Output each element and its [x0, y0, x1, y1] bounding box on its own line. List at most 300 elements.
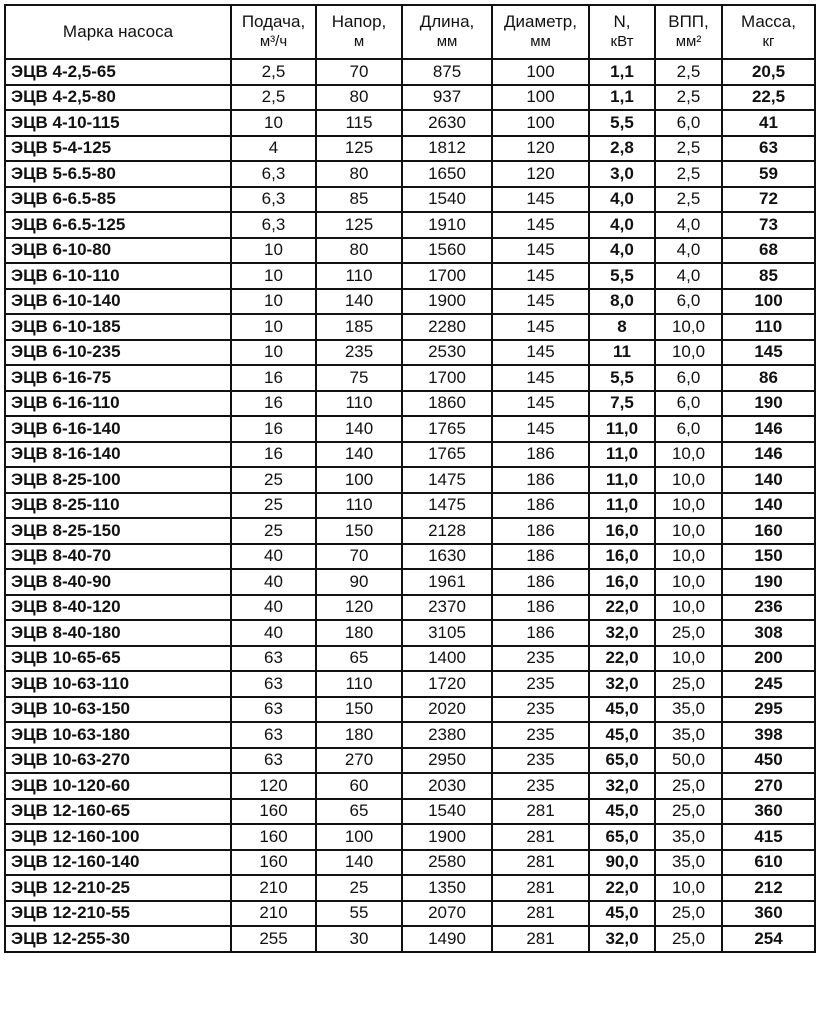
cell-flow: 40	[231, 544, 316, 570]
table-row	[5, 289, 815, 315]
table-row	[5, 187, 815, 213]
cell-diameter: 186	[492, 493, 589, 519]
cell-head: 70	[316, 59, 402, 85]
cell-power: 11,0	[589, 493, 655, 519]
cell-model: ЭЦВ 8-16-140	[5, 442, 231, 468]
cell-vpp: 2,5	[655, 161, 722, 187]
cell-power: 65,0	[589, 824, 655, 850]
cell-mass: 190	[722, 391, 815, 417]
cell-diameter: 235	[492, 697, 589, 723]
cell-model: ЭЦВ 6-10-110	[5, 263, 231, 289]
cell-head: 85	[316, 187, 402, 213]
cell-length: 1475	[402, 493, 492, 519]
cell-diameter: 145	[492, 263, 589, 289]
cell-diameter: 186	[492, 442, 589, 468]
cell-model: ЭЦВ 6-6.5-85	[5, 187, 231, 213]
cell-vpp: 10,0	[655, 569, 722, 595]
cell-length: 1765	[402, 442, 492, 468]
cell-model: ЭЦВ 8-25-100	[5, 467, 231, 493]
cell-flow: 40	[231, 595, 316, 621]
cell-model: ЭЦВ 4-2,5-80	[5, 85, 231, 111]
cell-diameter: 235	[492, 773, 589, 799]
cell-diameter: 145	[492, 314, 589, 340]
cell-length: 2530	[402, 340, 492, 366]
cell-mass: 160	[722, 518, 815, 544]
cell-model: ЭЦВ 10-65-65	[5, 646, 231, 672]
cell-vpp: 25,0	[655, 671, 722, 697]
cell-length: 3105	[402, 620, 492, 646]
cell-vpp: 6,0	[655, 391, 722, 417]
cell-mass: 212	[722, 875, 815, 901]
cell-model: ЭЦВ 10-63-110	[5, 671, 231, 697]
cell-head: 55	[316, 901, 402, 927]
cell-diameter: 100	[492, 59, 589, 85]
cell-diameter: 281	[492, 926, 589, 952]
header-diameter: Диаметр, мм	[492, 5, 589, 59]
header-row	[5, 5, 815, 59]
cell-mass: 450	[722, 748, 815, 774]
cell-length: 1490	[402, 926, 492, 952]
cell-head: 80	[316, 161, 402, 187]
cell-head: 65	[316, 646, 402, 672]
cell-length: 2280	[402, 314, 492, 340]
cell-power: 22,0	[589, 646, 655, 672]
cell-model: ЭЦВ 12-255-30	[5, 926, 231, 952]
cell-model: ЭЦВ 8-25-110	[5, 493, 231, 519]
cell-length: 2030	[402, 773, 492, 799]
cell-diameter: 145	[492, 187, 589, 213]
cell-vpp: 50,0	[655, 748, 722, 774]
table-row	[5, 85, 815, 111]
cell-power: 65,0	[589, 748, 655, 774]
cell-diameter: 120	[492, 136, 589, 162]
cell-length: 2580	[402, 850, 492, 876]
cell-vpp: 6,0	[655, 110, 722, 136]
cell-model: ЭЦВ 12-160-140	[5, 850, 231, 876]
cell-length: 1350	[402, 875, 492, 901]
cell-model: ЭЦВ 6-16-75	[5, 365, 231, 391]
cell-flow: 16	[231, 416, 316, 442]
cell-length: 1650	[402, 161, 492, 187]
cell-power: 11,0	[589, 467, 655, 493]
cell-model: ЭЦВ 6-10-185	[5, 314, 231, 340]
cell-head: 140	[316, 442, 402, 468]
cell-length: 2128	[402, 518, 492, 544]
cell-vpp: 6,0	[655, 365, 722, 391]
cell-mass: 68	[722, 238, 815, 264]
cell-model: ЭЦВ 8-40-90	[5, 569, 231, 595]
cell-length: 2370	[402, 595, 492, 621]
cell-head: 90	[316, 569, 402, 595]
cell-model: ЭЦВ 8-40-70	[5, 544, 231, 570]
cell-flow: 63	[231, 646, 316, 672]
cell-length: 1765	[402, 416, 492, 442]
cell-diameter: 186	[492, 518, 589, 544]
cell-vpp: 25,0	[655, 620, 722, 646]
cell-flow: 16	[231, 442, 316, 468]
cell-flow: 160	[231, 799, 316, 825]
cell-length: 1560	[402, 238, 492, 264]
cell-diameter: 186	[492, 595, 589, 621]
cell-model: ЭЦВ 10-120-60	[5, 773, 231, 799]
header-vpp: ВПП, мм²	[655, 5, 722, 59]
cell-length: 1720	[402, 671, 492, 697]
cell-flow: 40	[231, 620, 316, 646]
cell-power: 5,5	[589, 365, 655, 391]
table-row	[5, 620, 815, 646]
cell-flow: 120	[231, 773, 316, 799]
cell-vpp: 25,0	[655, 926, 722, 952]
cell-flow: 160	[231, 824, 316, 850]
table-row	[5, 671, 815, 697]
cell-model: ЭЦВ 5-4-125	[5, 136, 231, 162]
table-row	[5, 748, 815, 774]
cell-model: ЭЦВ 6-10-140	[5, 289, 231, 315]
header-head: Напор, м	[316, 5, 402, 59]
cell-mass: 145	[722, 340, 815, 366]
table-row	[5, 799, 815, 825]
cell-mass: 200	[722, 646, 815, 672]
cell-mass: 140	[722, 493, 815, 519]
table-row	[5, 467, 815, 493]
cell-head: 80	[316, 238, 402, 264]
table-row	[5, 314, 815, 340]
cell-flow: 16	[231, 365, 316, 391]
cell-head: 180	[316, 620, 402, 646]
cell-head: 100	[316, 467, 402, 493]
cell-diameter: 145	[492, 340, 589, 366]
cell-length: 2020	[402, 697, 492, 723]
cell-head: 80	[316, 85, 402, 111]
cell-head: 30	[316, 926, 402, 952]
cell-mass: 72	[722, 187, 815, 213]
cell-length: 1700	[402, 365, 492, 391]
cell-diameter: 145	[492, 289, 589, 315]
cell-head: 110	[316, 391, 402, 417]
cell-power: 16,0	[589, 544, 655, 570]
cell-mass: 360	[722, 901, 815, 927]
cell-flow: 25	[231, 467, 316, 493]
cell-length: 1630	[402, 544, 492, 570]
table-row	[5, 595, 815, 621]
cell-vpp: 10,0	[655, 340, 722, 366]
cell-vpp: 6,0	[655, 416, 722, 442]
cell-model: ЭЦВ 4-10-115	[5, 110, 231, 136]
cell-head: 115	[316, 110, 402, 136]
cell-mass: 20,5	[722, 59, 815, 85]
cell-vpp: 10,0	[655, 493, 722, 519]
table-row	[5, 569, 815, 595]
pump-specs-table	[4, 4, 816, 953]
cell-length: 1700	[402, 263, 492, 289]
table-row	[5, 212, 815, 238]
cell-power: 8,0	[589, 289, 655, 315]
cell-head: 235	[316, 340, 402, 366]
cell-length: 1812	[402, 136, 492, 162]
cell-flow: 210	[231, 875, 316, 901]
cell-length: 1961	[402, 569, 492, 595]
cell-diameter: 281	[492, 799, 589, 825]
cell-flow: 160	[231, 850, 316, 876]
cell-power: 32,0	[589, 620, 655, 646]
cell-power: 45,0	[589, 901, 655, 927]
cell-mass: 270	[722, 773, 815, 799]
cell-model: ЭЦВ 10-63-270	[5, 748, 231, 774]
cell-mass: 146	[722, 416, 815, 442]
cell-diameter: 281	[492, 901, 589, 927]
cell-length: 2380	[402, 722, 492, 748]
cell-head: 25	[316, 875, 402, 901]
cell-power: 32,0	[589, 926, 655, 952]
cell-vpp: 10,0	[655, 646, 722, 672]
cell-model: ЭЦВ 8-40-120	[5, 595, 231, 621]
cell-length: 2630	[402, 110, 492, 136]
table-row	[5, 238, 815, 264]
cell-vpp: 10,0	[655, 595, 722, 621]
cell-mass: 398	[722, 722, 815, 748]
cell-flow: 10	[231, 340, 316, 366]
table-body	[5, 59, 815, 952]
cell-mass: 63	[722, 136, 815, 162]
cell-power: 32,0	[589, 671, 655, 697]
cell-flow: 6,3	[231, 161, 316, 187]
table-row	[5, 544, 815, 570]
cell-vpp: 4,0	[655, 263, 722, 289]
cell-power: 3,0	[589, 161, 655, 187]
cell-power: 11,0	[589, 442, 655, 468]
cell-diameter: 145	[492, 238, 589, 264]
table-row	[5, 442, 815, 468]
cell-model: ЭЦВ 6-16-140	[5, 416, 231, 442]
cell-vpp: 10,0	[655, 875, 722, 901]
cell-power: 45,0	[589, 722, 655, 748]
cell-diameter: 186	[492, 544, 589, 570]
cell-head: 70	[316, 544, 402, 570]
cell-length: 2950	[402, 748, 492, 774]
cell-power: 45,0	[589, 697, 655, 723]
cell-model: ЭЦВ 12-160-65	[5, 799, 231, 825]
cell-head: 140	[316, 289, 402, 315]
cell-vpp: 10,0	[655, 467, 722, 493]
header-length: Длина, мм	[402, 5, 492, 59]
cell-flow: 16	[231, 391, 316, 417]
cell-power: 11	[589, 340, 655, 366]
cell-power: 5,5	[589, 263, 655, 289]
cell-head: 110	[316, 493, 402, 519]
cell-head: 150	[316, 518, 402, 544]
cell-diameter: 235	[492, 646, 589, 672]
cell-model: ЭЦВ 6-10-235	[5, 340, 231, 366]
cell-head: 185	[316, 314, 402, 340]
cell-vpp: 2,5	[655, 187, 722, 213]
cell-head: 270	[316, 748, 402, 774]
cell-diameter: 235	[492, 748, 589, 774]
cell-head: 150	[316, 697, 402, 723]
table-row	[5, 901, 815, 927]
cell-mass: 150	[722, 544, 815, 570]
cell-head: 125	[316, 212, 402, 238]
cell-diameter: 100	[492, 110, 589, 136]
cell-length: 1475	[402, 467, 492, 493]
cell-flow: 40	[231, 569, 316, 595]
table-row	[5, 722, 815, 748]
cell-vpp: 25,0	[655, 799, 722, 825]
cell-head: 140	[316, 416, 402, 442]
cell-model: ЭЦВ 6-16-110	[5, 391, 231, 417]
cell-diameter: 186	[492, 569, 589, 595]
cell-vpp: 10,0	[655, 544, 722, 570]
cell-length: 1400	[402, 646, 492, 672]
cell-model: ЭЦВ 6-10-80	[5, 238, 231, 264]
cell-vpp: 4,0	[655, 212, 722, 238]
cell-flow: 210	[231, 901, 316, 927]
cell-length: 1540	[402, 187, 492, 213]
cell-model: ЭЦВ 10-63-150	[5, 697, 231, 723]
cell-diameter: 100	[492, 85, 589, 111]
cell-mass: 236	[722, 595, 815, 621]
table-row	[5, 391, 815, 417]
cell-vpp: 35,0	[655, 722, 722, 748]
cell-vpp: 2,5	[655, 136, 722, 162]
cell-vpp: 4,0	[655, 238, 722, 264]
cell-head: 120	[316, 595, 402, 621]
table-row	[5, 161, 815, 187]
table-row	[5, 518, 815, 544]
cell-flow: 6,3	[231, 187, 316, 213]
table-row	[5, 110, 815, 136]
cell-flow: 25	[231, 493, 316, 519]
cell-mass: 140	[722, 467, 815, 493]
cell-head: 60	[316, 773, 402, 799]
cell-power: 22,0	[589, 875, 655, 901]
cell-head: 110	[316, 263, 402, 289]
cell-vpp: 25,0	[655, 901, 722, 927]
cell-model: ЭЦВ 12-210-55	[5, 901, 231, 927]
table-row	[5, 59, 815, 85]
cell-power: 4,0	[589, 212, 655, 238]
cell-head: 125	[316, 136, 402, 162]
cell-power: 1,1	[589, 85, 655, 111]
cell-length: 937	[402, 85, 492, 111]
cell-vpp: 6,0	[655, 289, 722, 315]
cell-vpp: 2,5	[655, 85, 722, 111]
cell-length: 1910	[402, 212, 492, 238]
table-row	[5, 875, 815, 901]
cell-power: 90,0	[589, 850, 655, 876]
cell-vpp: 35,0	[655, 850, 722, 876]
cell-head: 100	[316, 824, 402, 850]
table-row	[5, 136, 815, 162]
cell-flow: 255	[231, 926, 316, 952]
cell-power: 22,0	[589, 595, 655, 621]
cell-flow: 63	[231, 748, 316, 774]
cell-model: ЭЦВ 12-160-100	[5, 824, 231, 850]
table-row	[5, 926, 815, 952]
cell-length: 1860	[402, 391, 492, 417]
cell-power: 16,0	[589, 518, 655, 544]
table-row	[5, 646, 815, 672]
cell-mass: 308	[722, 620, 815, 646]
cell-model: ЭЦВ 6-6.5-125	[5, 212, 231, 238]
cell-flow: 10	[231, 263, 316, 289]
table-row	[5, 263, 815, 289]
cell-length: 2070	[402, 901, 492, 927]
cell-head: 65	[316, 799, 402, 825]
cell-vpp: 25,0	[655, 773, 722, 799]
cell-vpp: 10,0	[655, 442, 722, 468]
cell-mass: 415	[722, 824, 815, 850]
table-row	[5, 697, 815, 723]
cell-mass: 245	[722, 671, 815, 697]
table-row	[5, 416, 815, 442]
cell-head: 140	[316, 850, 402, 876]
cell-flow: 10	[231, 314, 316, 340]
cell-mass: 22,5	[722, 85, 815, 111]
cell-flow: 63	[231, 722, 316, 748]
cell-head: 110	[316, 671, 402, 697]
cell-mass: 254	[722, 926, 815, 952]
cell-mass: 59	[722, 161, 815, 187]
cell-power: 2,8	[589, 136, 655, 162]
cell-mass: 146	[722, 442, 815, 468]
cell-vpp: 35,0	[655, 697, 722, 723]
cell-flow: 25	[231, 518, 316, 544]
cell-diameter: 145	[492, 391, 589, 417]
cell-power: 1,1	[589, 59, 655, 85]
cell-diameter: 281	[492, 850, 589, 876]
cell-head: 180	[316, 722, 402, 748]
cell-flow: 2,5	[231, 59, 316, 85]
cell-vpp: 10,0	[655, 518, 722, 544]
cell-model: ЭЦВ 4-2,5-65	[5, 59, 231, 85]
cell-head: 75	[316, 365, 402, 391]
cell-flow: 10	[231, 289, 316, 315]
table-row	[5, 850, 815, 876]
cell-length: 1900	[402, 824, 492, 850]
cell-mass: 360	[722, 799, 815, 825]
header-power: N, кВт	[589, 5, 655, 59]
cell-flow: 10	[231, 110, 316, 136]
cell-diameter: 120	[492, 161, 589, 187]
cell-flow: 10	[231, 238, 316, 264]
cell-model: ЭЦВ 5-6.5-80	[5, 161, 231, 187]
cell-mass: 610	[722, 850, 815, 876]
cell-power: 8	[589, 314, 655, 340]
cell-power: 4,0	[589, 187, 655, 213]
cell-diameter: 235	[492, 722, 589, 748]
table-row	[5, 493, 815, 519]
cell-length: 1900	[402, 289, 492, 315]
cell-mass: 85	[722, 263, 815, 289]
cell-mass: 190	[722, 569, 815, 595]
cell-diameter: 186	[492, 467, 589, 493]
cell-flow: 2,5	[231, 85, 316, 111]
table-row	[5, 824, 815, 850]
cell-flow: 6,3	[231, 212, 316, 238]
header-mass: Масса, кг	[722, 5, 815, 59]
cell-power: 11,0	[589, 416, 655, 442]
cell-flow: 63	[231, 671, 316, 697]
cell-diameter: 145	[492, 365, 589, 391]
cell-diameter: 281	[492, 875, 589, 901]
table-row	[5, 340, 815, 366]
cell-diameter: 145	[492, 212, 589, 238]
cell-length: 1540	[402, 799, 492, 825]
cell-vpp: 35,0	[655, 824, 722, 850]
cell-vpp: 2,5	[655, 59, 722, 85]
header-model: Марка насоса	[5, 5, 231, 59]
cell-model: ЭЦВ 8-25-150	[5, 518, 231, 544]
